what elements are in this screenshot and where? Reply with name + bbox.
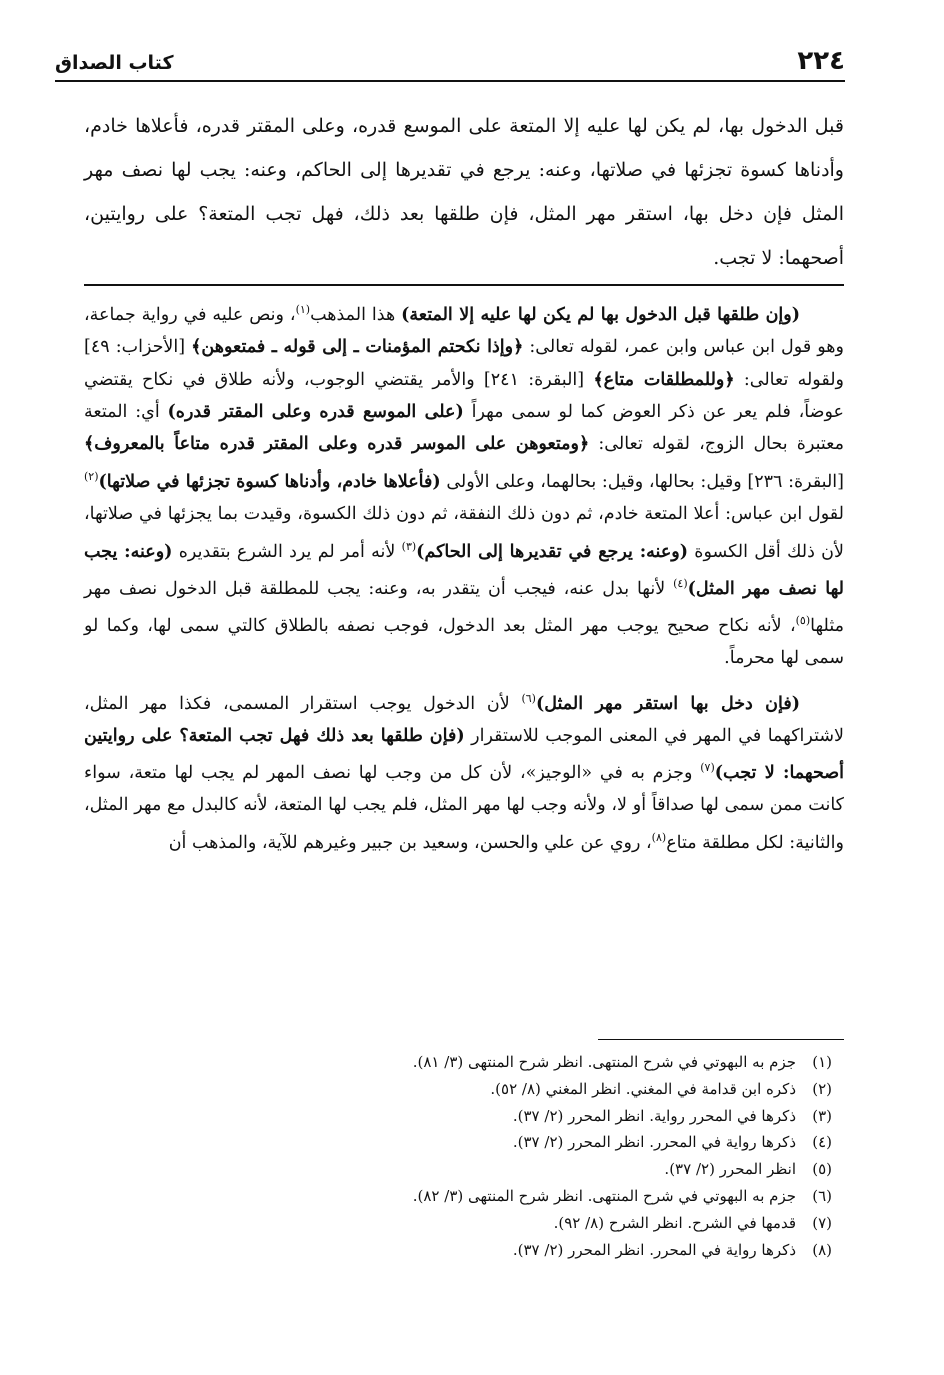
commentary-paragraph-1 xyxy=(84,294,844,675)
footnote-item xyxy=(84,1076,844,1103)
commentary-text: لأن الدخول يوجب استقرار المسمى، فكذا مهر المثل، لاشتراكهما في المهر في المعنى الموجب للاستقرار xyxy=(84,693,844,746)
footnote-text: جزم به البهوتي في شرح المنتهى. انظر شرح المنتهى (٣/ ٨٢). xyxy=(412,1186,796,1205)
matn-quote: ﴿وللمطلقات متاع﴾ xyxy=(593,369,735,390)
footnotes-list xyxy=(84,1049,844,1263)
footnote-item xyxy=(84,1183,844,1210)
commentary-text: أي: المتعة معتبرة بحال الزوج، لقوله تعالى: xyxy=(84,402,844,455)
page-number: ٢٢٤ xyxy=(797,46,845,76)
footnote-rule xyxy=(598,1039,844,1040)
commentary-text: ، ونص عليه في رواية جماعة، وهو قول ابن عباس وابن عمر، لقوله تعالى: xyxy=(84,304,844,358)
footnote-item xyxy=(84,1049,844,1076)
footnote-ref: (٢) xyxy=(84,469,99,483)
footnote-item xyxy=(84,1210,844,1237)
footnote-text: ذكرها في المحرر رواية. انظر المحرر (٢/ ٣٧). xyxy=(512,1106,796,1125)
matn-quote: (وعنه: يرجع في تقديرها إلى الحاكم) xyxy=(416,541,688,562)
commentary-text: وجزم به في «الوجيز»، لأن كل من وجب لها نصف المهر لم يجب لها متعة، سواء كانت ممن سمى لها صداقاً أو لا، ولأنه وجب لها مهر المثل، فلم يجب لها المتعة، لأنه كالبدل مع مهر المثل، والثانية: لكل مطلقة متاع xyxy=(84,763,844,853)
footnote-text: ذكرها رواية في المحرر. انظر المحرر (٢/ ٣٧). xyxy=(512,1240,796,1259)
matn-text: قبل الدخول بها، لم يكن لها عليه إلا المتعة على الموسع قدره، وعلى المقتر قدره، فأعلاها خادم، وأدناها كسوة تجزئها في صلاتها، وعنه: يرجع في تقديرها إلى الحاكم، وعنه: يجب لها نصف مهر المثل فإن دخل بها، استقر مهر المثل، فإن طلقها بعد ذلك، فهل تجب المتعة؟ على روايتين، أصحهما: لا تجب. xyxy=(84,115,844,269)
footnote-ref: (٥) xyxy=(795,613,811,627)
commentary xyxy=(84,294,844,867)
commentary-text: [البقرة: ٢٣٦] وقيل: بحالها، وقيل: بحالهما، وعلى الأولى xyxy=(440,471,844,492)
commentary-text: [الأحزاب: ٤٩] ولقوله تعالى: xyxy=(84,337,844,390)
commentary-text: [البقرة: ٢٤١] والأمر يقتضي الوجوب، ولأنه طلاق في نكاح يقتضي عوضاً، فلم يعر عن ذكر العوض كما لو سمى مهراً xyxy=(84,369,844,423)
footnote-number: (٢) xyxy=(812,1079,832,1098)
footnote-number: (٥) xyxy=(812,1160,832,1179)
header-rule xyxy=(55,80,845,82)
footnote-number: (٧) xyxy=(812,1213,832,1232)
footnote-ref: (٤) xyxy=(673,576,688,590)
commentary-text: ، لأنه نكاح صحيح يوجب مهر المثل بعد الدخول، فوجب نصفه بالطلاق كالتي سمى لها، وكما لو سمى لها محرماً. xyxy=(84,615,844,669)
commentary-paragraph-2 xyxy=(84,683,844,860)
commentary-text: لأنها بدل عنه، فيجب أن يتقدر به، وعنه: يجب للمطلقة قبل الدخول نصف مهر مثلها xyxy=(84,578,844,636)
matn-quote: (وإن طلقها قبل الدخول بها لم يكن لها عليه إلا المتعة) xyxy=(401,304,801,325)
matn-quote: (وعنه: يجب لها نصف مهر المثل) xyxy=(84,541,844,599)
footnote-ref: (٧) xyxy=(700,761,715,775)
matn-separator xyxy=(84,284,844,286)
commentary-text: ، روي عن علي والحسن، وسعيد بن جبير وغيرهم للآية، والمذهب أن xyxy=(168,832,652,853)
footnote-ref: (٣) xyxy=(401,539,417,553)
footnote-text: ذكرها رواية في المحرر. انظر المحرر (٢/ ٣٧). xyxy=(512,1133,796,1152)
matn-quote: (فإن دخل بها استقر مهر المثل) xyxy=(535,693,800,714)
footnote-number: (٦) xyxy=(812,1186,832,1205)
matn-quote: ﴿وإذا نكحتم المؤمنات ـ إلى قوله ـ فمتعوهن﴾ xyxy=(191,337,524,358)
footnote-ref: (١) xyxy=(295,303,311,316)
commentary-text: لقول ابن عباس: أعلا المتعة خادم، ثم دون ذلك النفقة، ثم دون ذلك الكسوة، وقيدت بما يجزئها في صلاتها، لأن ذلك أقل الكسوة xyxy=(84,504,844,562)
commentary-text: لأنه أمر لم يرد الشرع بتقديره xyxy=(172,541,402,562)
footnote-item xyxy=(84,1156,844,1183)
footnote-text: انظر المحرر (٢/ ٣٧). xyxy=(664,1160,796,1179)
footnote-item xyxy=(84,1129,844,1156)
footnote-number: (٨) xyxy=(812,1240,832,1259)
footnote-text: قدمها في الشرح. انظر الشرح (٨/ ٩٢). xyxy=(553,1213,796,1232)
commentary-text: هذا المذهب xyxy=(310,304,402,325)
footnote-number: (٤) xyxy=(812,1133,832,1152)
page-header xyxy=(55,44,845,84)
footnote-number: (١) xyxy=(812,1053,832,1071)
footnote-text: جزم به البهوتي في شرح المنتهى. انظر شرح المنتهى (٣/ ٨١). xyxy=(412,1053,796,1071)
matn-quote: (فإن طلقها بعد ذلك فهل تجب المتعة؟ على روايتين أصحهما: لا تجب) xyxy=(84,725,844,784)
footnote-text: ذكره ابن قدامة في المغني. انظر المغني (٨/ ٥٢). xyxy=(490,1079,796,1098)
footnote-number: (٣) xyxy=(812,1106,832,1125)
matn-quote: ﴿ومتعوهن على الموسر قدره وعلى المقتر قدره متاعاً بالمعروف﴾ xyxy=(84,434,590,455)
footnote-ref: (٦) xyxy=(521,691,536,705)
footnote-item xyxy=(84,1237,844,1264)
running-title: كتاب الصداق xyxy=(55,52,174,74)
footnote-ref: (٨) xyxy=(651,830,667,844)
footnote-item xyxy=(84,1103,844,1130)
matn-quote: (فأعلاها خادم، وأدناها كسوة تجزئها في صلاتها) xyxy=(98,471,441,492)
matn-quote: (على الموسع قدره وعلى المقتر قدره) xyxy=(167,402,464,423)
